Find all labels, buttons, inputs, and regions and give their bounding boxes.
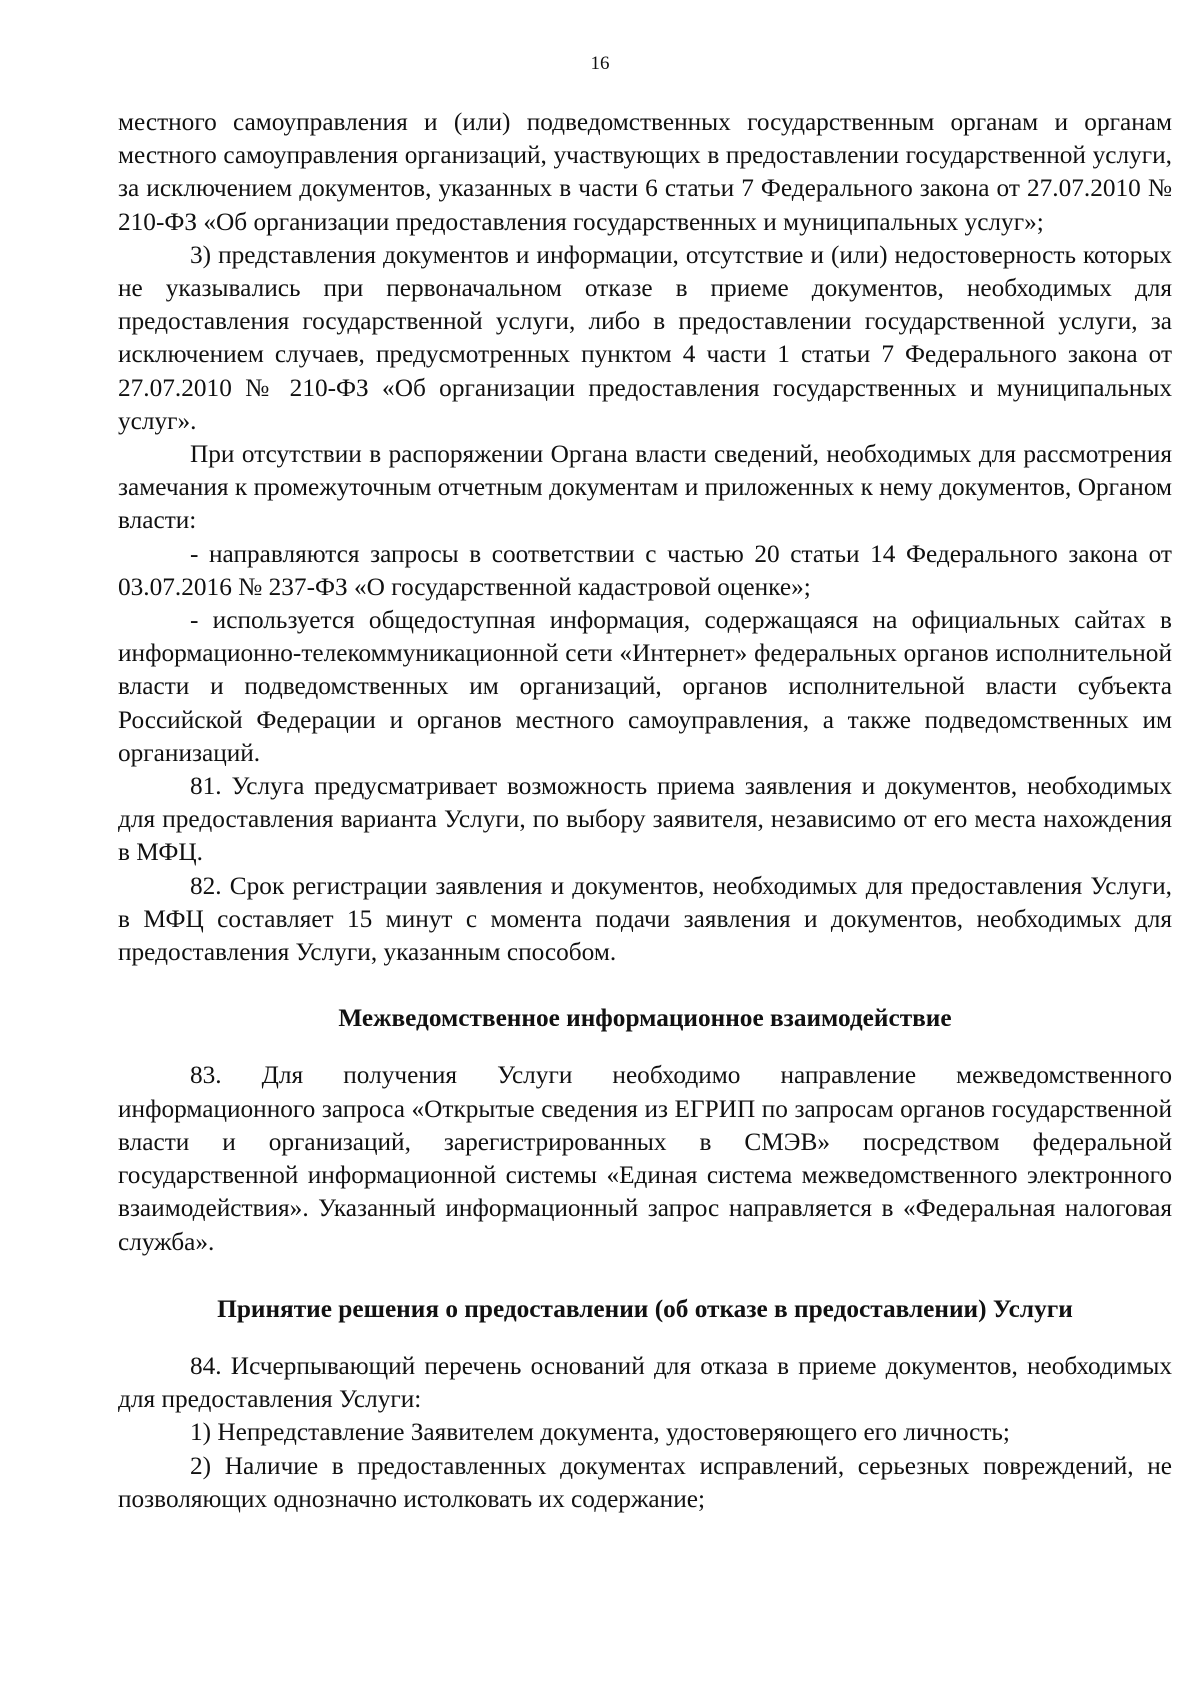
paragraph-82: 82. Срок регистрации заявления и документов, необходимых для предоставления Услуги, в МФЦ составляет 15 минут с момента подачи заявления и документов, необходимых для предоставления Услуги, указанным способом.	[118, 871, 1172, 967]
paragraph-84-item-2: 2) Наличие в предоставленных документах исправлений, серьезных повреждений, не позволяющих однозначно истолковать их содержание;	[118, 1451, 1172, 1513]
paragraph-dash-requests: - направляются запросы в соответствии с частью 20 статьи 14 Федерального закона от 03.07.2016 № 237-ФЗ «О государственной кадастровой оценке»;	[118, 539, 1172, 601]
paragraph-84: 84. Исчерпывающий перечень оснований для отказа в приеме документов, необходимых для предоставления Услуги:	[118, 1351, 1172, 1414]
paragraph-item-3: 3) представления документов и информации, отсутствие и (или) недостоверность которых не указывались при первоначальном отказе в приеме документов, необходимых для предоставления государственной услуги, либо в предоставлении государственной услуги, за исключением случаев, предусмотренных пунктом 4 части 1 статьи 7 Федерального закона от 27.07.2010 № 210-ФЗ «Об организации предоставления государственных и муниципальных услуг».	[118, 240, 1172, 435]
page-number: 16	[590, 53, 610, 74]
spacer	[118, 1035, 1172, 1059]
paragraph-continuation: местного самоуправления и (или) подведомственных государственным органам и органам местного самоуправления организаций, участвующих в предоставлении государственной услуги, за исключением документов, указанных в части 6 статьи 7 Федерального закона от 27.07.2010 № 210-ФЗ «Об организации предоставления государственных и муниципальных услуг»;	[118, 108, 1172, 236]
paragraph-dash-public-info: - используется общедоступная информация, содержащаяся на официальных сайтах в информационно-телекоммуникационной сети «Интернет» федеральных органов исполнительной власти и подведомственных им организаций, органов исполнительной власти субъекта Российской Федерации и органов местного самоуправления, а также подведомственных им организаций.	[118, 606, 1172, 767]
paragraph-84-item-1: 1) Непредставление Заявителем документа, удостоверяющего его личность;	[190, 1418, 1010, 1447]
section-heading-decision: Принятие решения о предоставлении (об отказе в предоставлении) Услуги	[217, 1294, 1073, 1323]
paragraph-no-data: При отсутствии в распоряжении Органа власти сведений, необходимых для рассмотрения замечания к промежуточным отчетным документам и приложенных к нему документов, Органом власти:	[118, 440, 1172, 535]
spacer	[118, 1259, 1172, 1293]
paragraph-81: 81. Услуга предусматривает возможность приема заявления и документов, необходимых для предоставления варианта Услуги, по выбору заявителя, независимо от его места нахождения в МФЦ.	[118, 772, 1172, 867]
spacer	[118, 969, 1172, 1002]
spacer	[118, 1326, 1172, 1350]
document-body	[118, 106, 1172, 1516]
section-heading-interagency: Межведомственное информационное взаимодействие	[338, 1004, 952, 1033]
paragraph-83: 83. Для получения Услуги необходимо направление межведомственного информационного запроса «Открытые сведения из ЕГРИП по запросам органов государственной власти и организаций, зарегистрированных в СМЭВ» посредством федеральной государственной информационной системы «Единая система межведомственного электронного взаимодействия». Указанный информационный запрос направляется в «Федеральная налоговая служба».	[118, 1061, 1172, 1256]
